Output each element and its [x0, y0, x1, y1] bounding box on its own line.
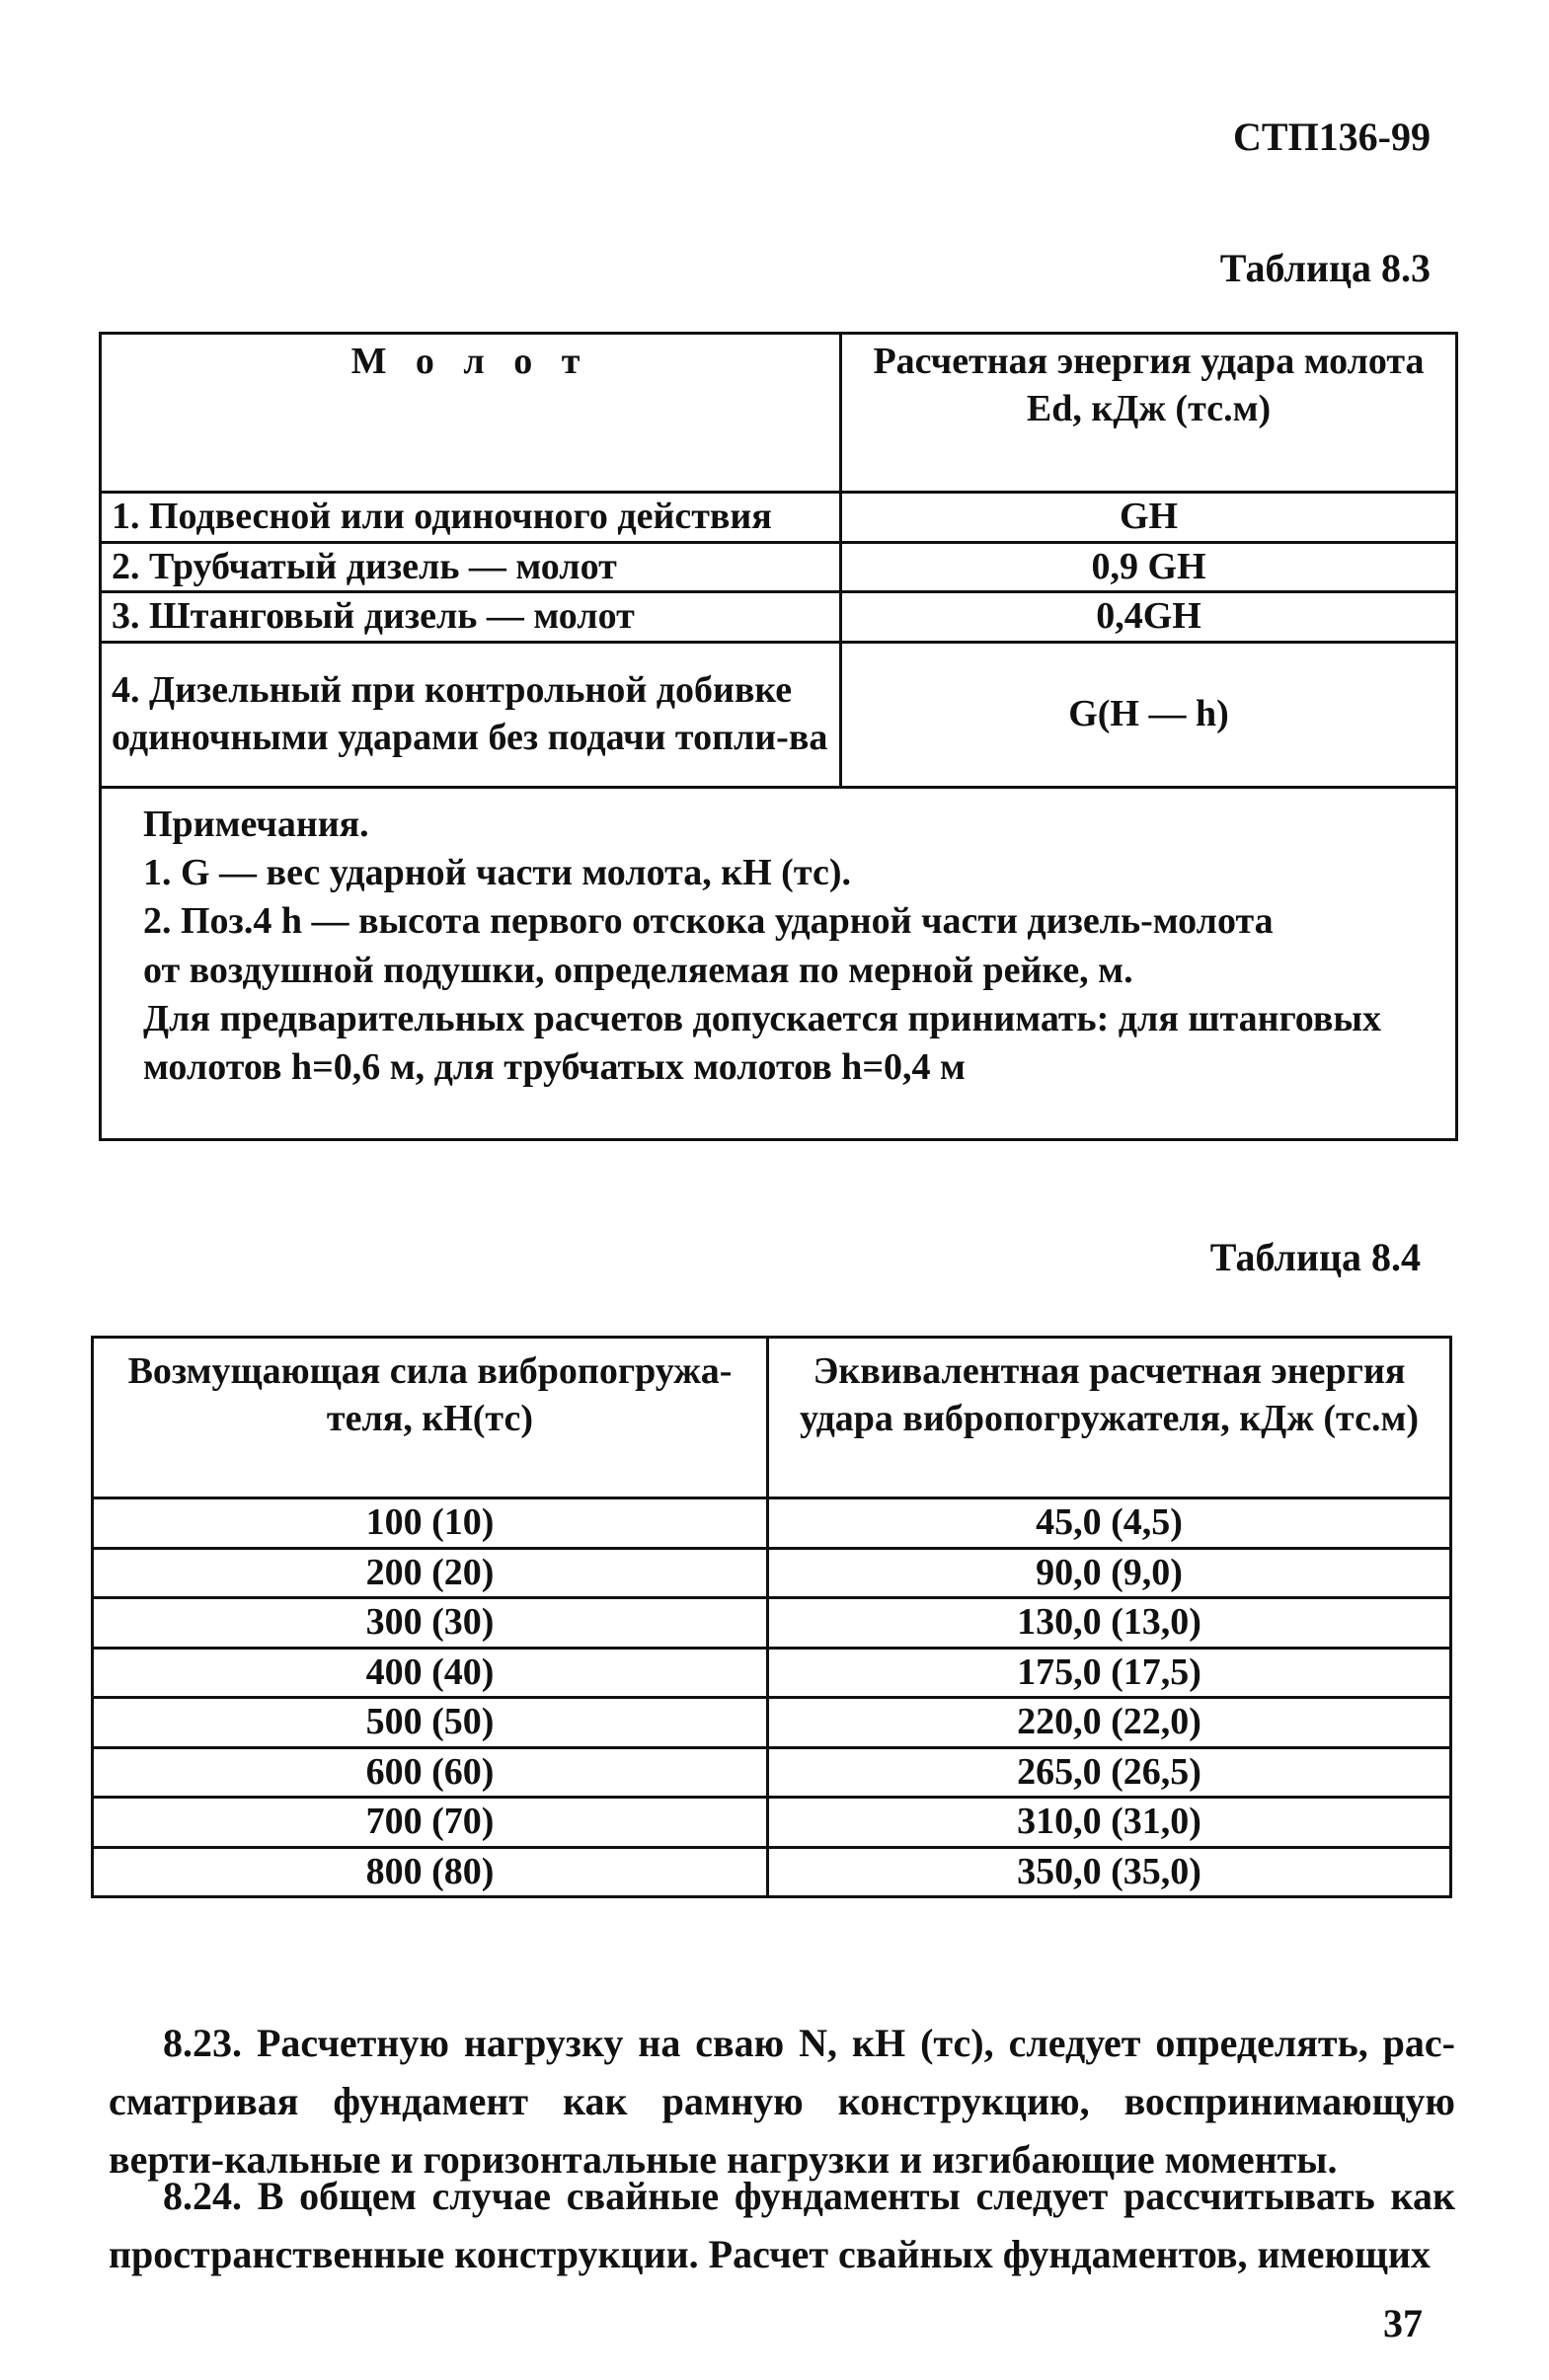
energy-formula: G(H — h): [841, 642, 1457, 787]
paragraph-8-24: 8.24. В общем случае свайные фундаменты следует рассчитывать как пространственные конструкции. Расчет свайных фундаментов, имеющих: [109, 2174, 1455, 2276]
notes-title: Примечания.: [143, 803, 369, 845]
table-row: [93, 1498, 1451, 1549]
note-2-line2: от воздушной подушки, определяемая по мерной рейке, м.: [143, 949, 1133, 991]
paragraph-8-23: 8.23. Расчетную нагрузку на сваю N, кН (тс), следует определять, рас-сматривая фундамент как рамную конструкцию, воспринимающую верти-кальные и горизонтальные нагрузки и изгибающие моменты.: [109, 2021, 1455, 2182]
force-value: 800 (80): [93, 1847, 768, 1897]
hammer-type: 4. Дизельный при контрольной добивке одиночными ударами без подачи топли-ва: [101, 642, 841, 787]
energy-value: 265,0 (26,5): [768, 1747, 1451, 1798]
table-row: [93, 1598, 1451, 1649]
table-row: [93, 1747, 1451, 1798]
hammer-type: 2. Трубчатый дизель — молот: [101, 542, 841, 592]
table-row: [101, 542, 1457, 592]
note-3-line2: молотов h=0,6 м, для трубчатых молотов h=0,4 м: [143, 1046, 966, 1089]
hammer-type: 1. Подвесной или одиночного действия: [101, 493, 841, 543]
table-row: [101, 493, 1457, 543]
notes-cell: [101, 787, 1457, 1139]
table-8-3: [99, 332, 1458, 1141]
table-8-3-caption: Таблица 8.3: [1219, 246, 1431, 290]
force-value: 200 (20): [93, 1548, 768, 1598]
table-row: [93, 1648, 1451, 1698]
force-value: 500 (50): [93, 1698, 768, 1748]
force-value: 600 (60): [93, 1747, 768, 1798]
table-row: [93, 1548, 1451, 1598]
table-row: [93, 1698, 1451, 1748]
force-value: 400 (40): [93, 1648, 768, 1698]
force-value: 100 (10): [93, 1498, 768, 1549]
col-header-hammer: М о л о т: [101, 334, 841, 493]
col-header-equivalent-energy: Эквивалентная расчетная энергия удара вибропогружателя, кДж (тс.м): [768, 1338, 1451, 1498]
table-row: [93, 1847, 1451, 1897]
table-8-4: [91, 1336, 1452, 1898]
energy-value: 175,0 (17,5): [768, 1648, 1451, 1698]
energy-value: 310,0 (31,0): [768, 1798, 1451, 1848]
page-number: 37: [1383, 2301, 1423, 2345]
energy-value: 350,0 (35,0): [768, 1847, 1451, 1897]
energy-value: 90,0 (9,0): [768, 1548, 1451, 1598]
energy-formula: GH: [841, 493, 1457, 543]
document-code: СТП136-99: [1233, 115, 1431, 159]
energy-value: 45,0 (4,5): [768, 1498, 1451, 1549]
table-row: [101, 642, 1457, 787]
col-header-force: Возмущающая сила вибропогружа- теля, кН(тс): [93, 1338, 768, 1498]
hammer-type: 3. Штанговый дизель — молот: [101, 592, 841, 643]
col-header-energy: Расчетная энергия удара молота Ed, кДж (тс.м): [841, 334, 1457, 493]
table-8-4-caption: Таблица 8.4: [1209, 1235, 1421, 1279]
table-header-row: [101, 334, 1457, 493]
note-1: 1. G — вес ударной части молота, кН (тс).: [143, 851, 851, 893]
force-value: 300 (30): [93, 1598, 768, 1649]
table-row: [93, 1798, 1451, 1848]
notes-row: [101, 787, 1457, 1139]
energy-formula: 0,4GH: [841, 592, 1457, 643]
energy-value: 220,0 (22,0): [768, 1698, 1451, 1748]
energy-formula: 0,9 GH: [841, 542, 1457, 592]
note-3-line1: Для предварительных расчетов допускается принимать: для штанговых: [143, 998, 1382, 1040]
note-2-line1: 2. Поз.4 h — высота первого отскока ударной части дизель-молота: [143, 900, 1274, 943]
table-row: [101, 592, 1457, 643]
force-value: 700 (70): [93, 1798, 768, 1848]
energy-value: 130,0 (13,0): [768, 1598, 1451, 1649]
table-header-row: [93, 1338, 1451, 1498]
